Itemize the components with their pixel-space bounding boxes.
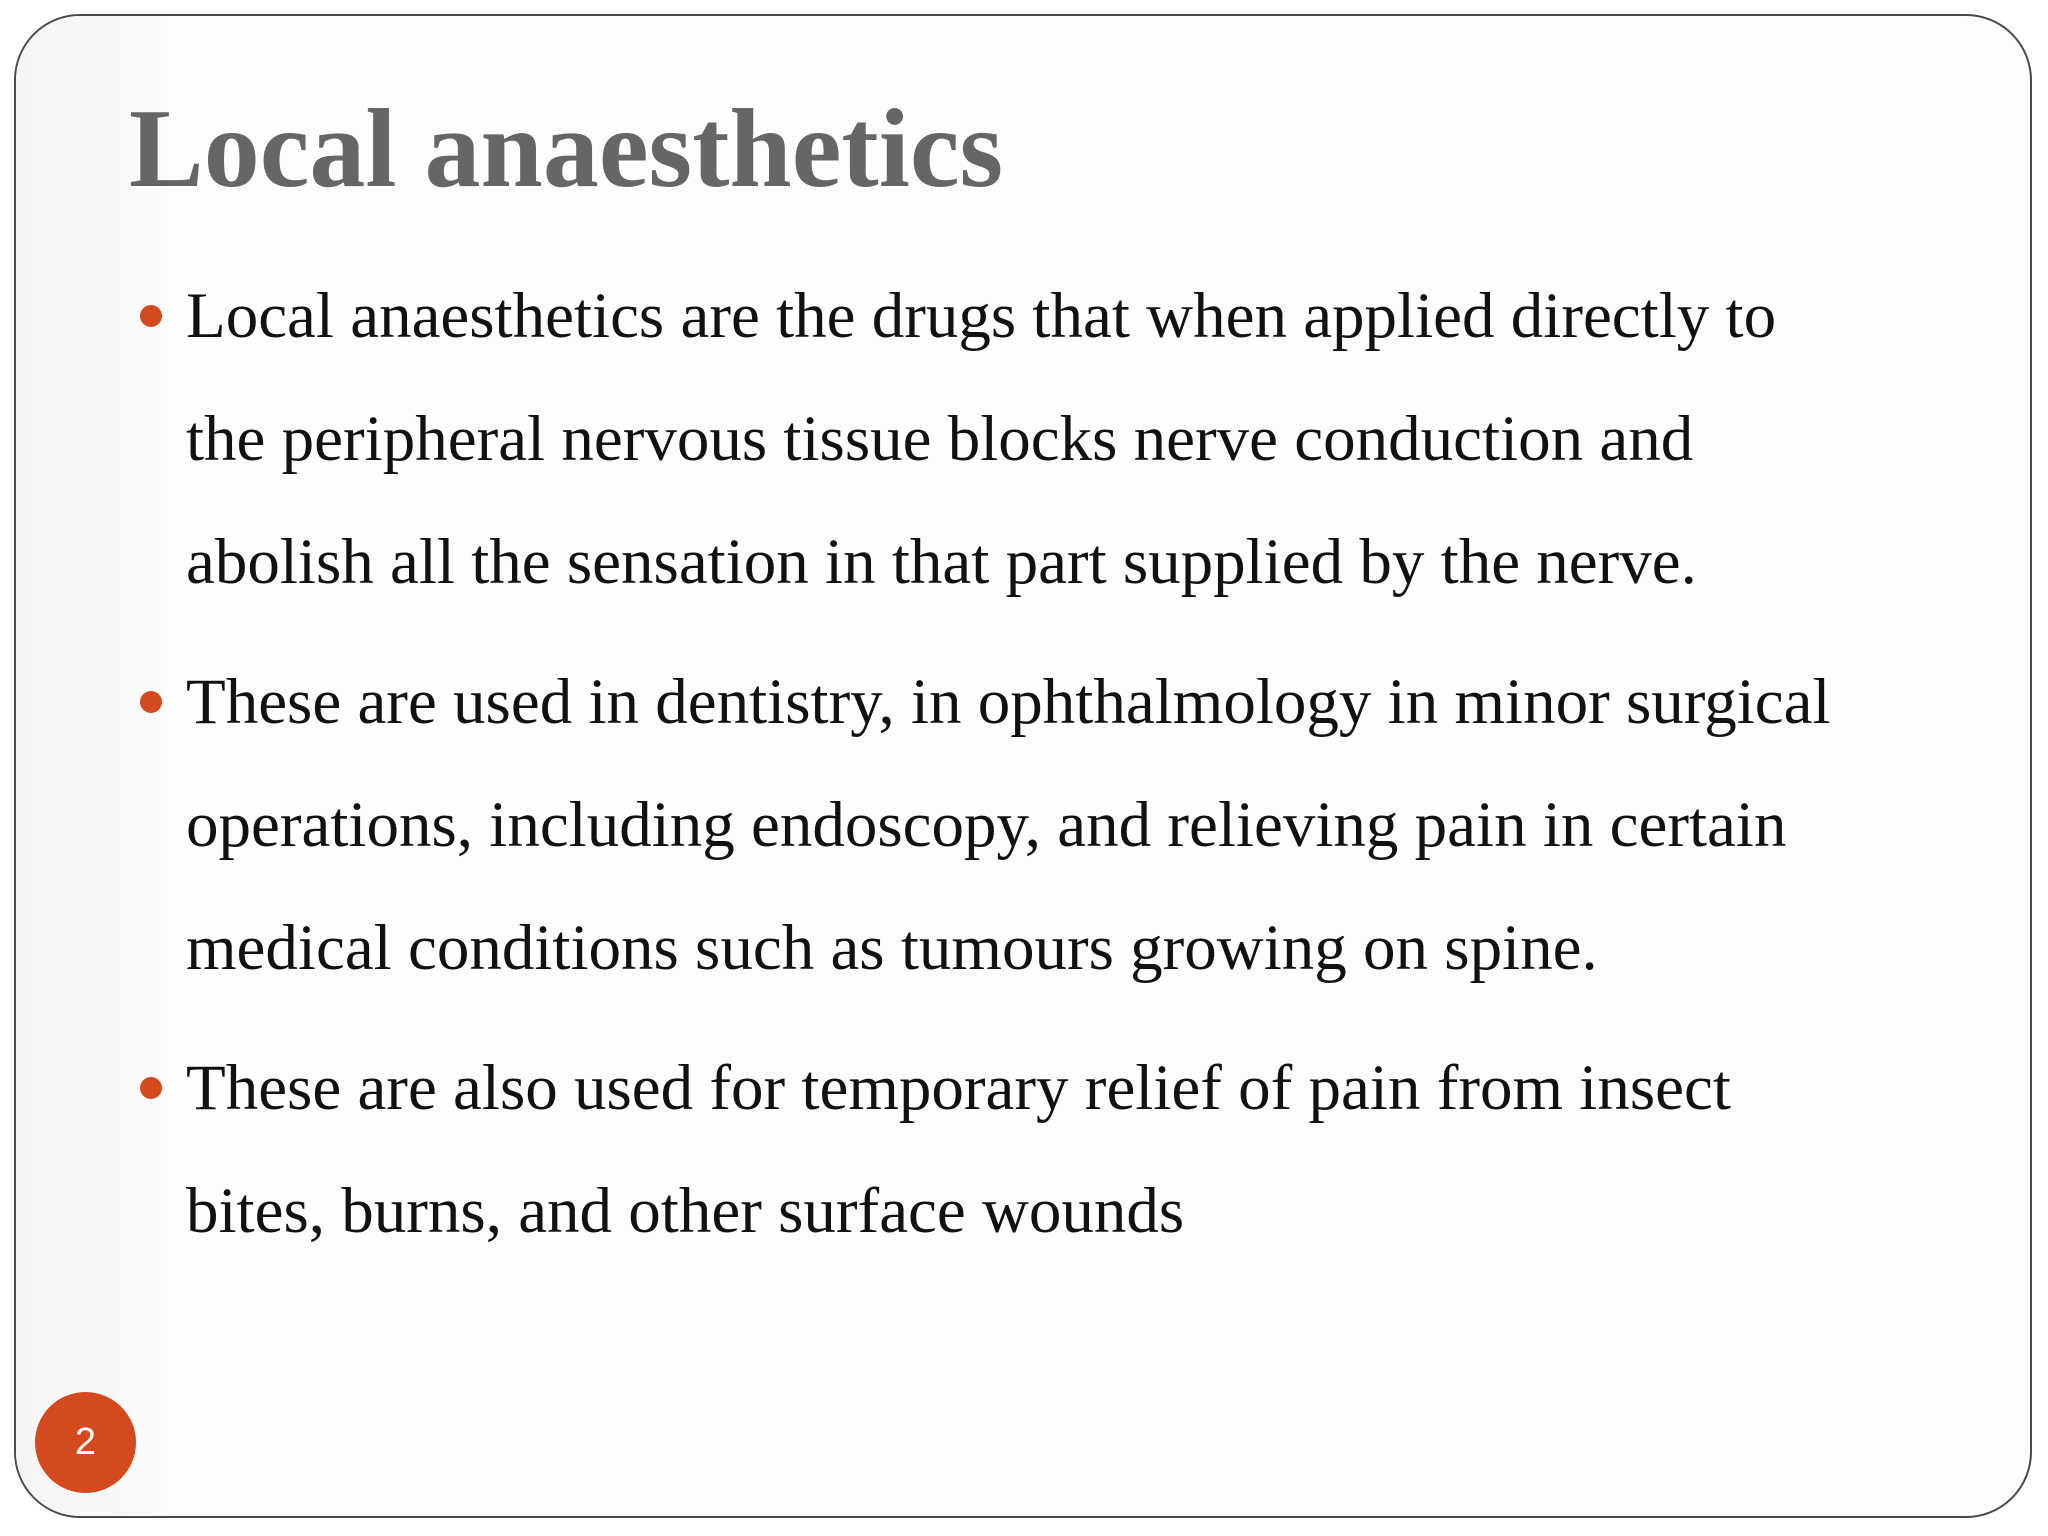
bullet-line: These are also used for temporary relief of pain from insect: [186, 1052, 1731, 1124]
bullet-line: the peripheral nervous tissue blocks nerve conduction and: [186, 403, 1694, 475]
bullet-dot-icon: [140, 1077, 162, 1099]
slide: [14, 14, 2032, 1518]
bullet-line: abolish all the sensation in that part supplied by the nerve.: [186, 526, 1697, 598]
bullet-line: medical conditions such as tumours growing on spine.: [186, 912, 1598, 984]
bullet-dot-icon: [140, 305, 162, 327]
left-shade-decoration: [16, 16, 166, 1516]
bullet-line: bites, burns, and other surface wounds: [186, 1175, 1185, 1247]
bullet-line: Local anaesthetics are the drugs that when applied directly to: [186, 280, 1777, 352]
bullet-dot-icon: [140, 691, 162, 713]
page-number-badge: 2: [35, 1392, 136, 1493]
bullet-item: [186, 641, 1976, 1010]
slide-title: Local anaesthetics: [129, 87, 1004, 211]
bullet-item: [186, 1027, 1976, 1273]
bullet-line: operations, including endoscopy, and relieving pain in certain: [186, 789, 1787, 861]
bullet-item: [186, 255, 1976, 624]
bullet-line: These are used in dentistry, in ophthalmology in minor surgical: [186, 666, 1831, 738]
